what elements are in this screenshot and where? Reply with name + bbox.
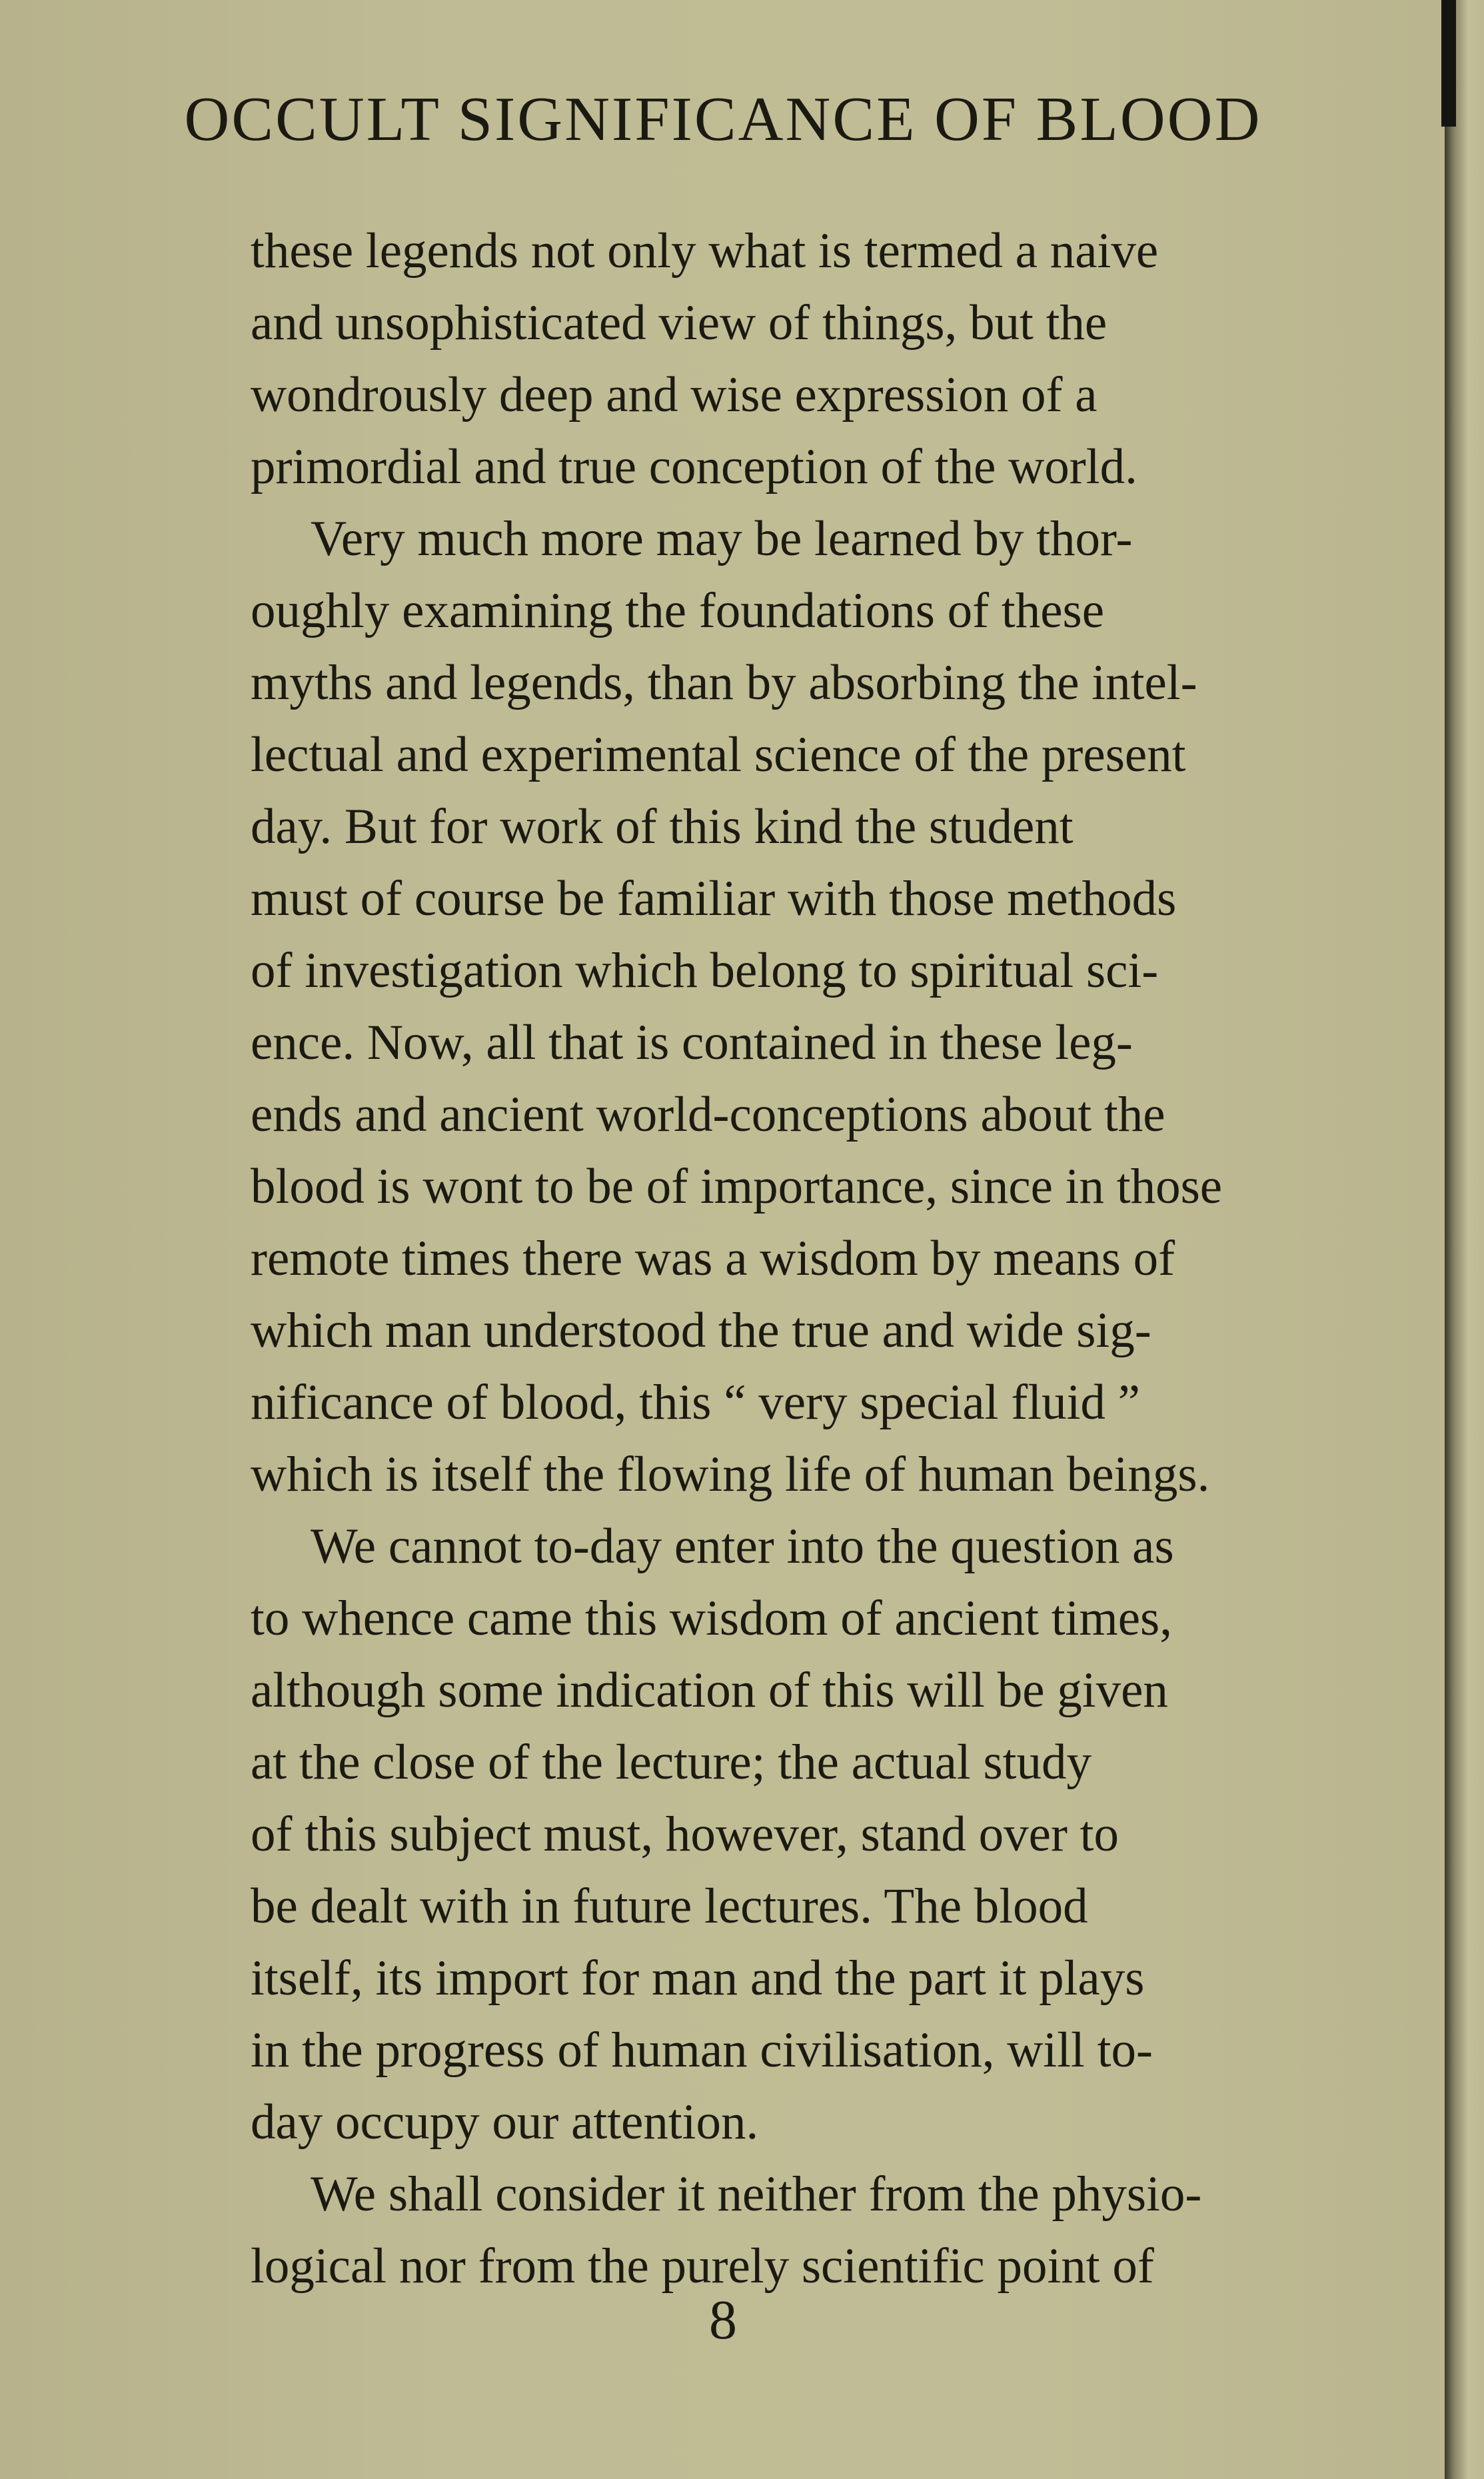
- text-line: be dealt with in future lectures. The blood: [251, 1879, 1088, 1934]
- text-line: oughly examining the foundations of these: [251, 583, 1105, 638]
- text-line: Very much more may be learned by thor-: [311, 511, 1133, 566]
- text-line: must of course be familiar with those methods: [251, 871, 1177, 926]
- text-line: day. But for work of this kind the student: [251, 799, 1074, 854]
- text-line: to whence came this wisdom of ancient times,: [251, 1591, 1172, 1646]
- text-line: ends and ancient world-conceptions about the: [251, 1087, 1165, 1142]
- text-line: in the progress of human civilisation, will to-: [251, 2023, 1153, 2078]
- text-line: logical nor from the purely scientific point of: [251, 2238, 1154, 2294]
- text-line: of investigation which belong to spiritual sci-: [251, 943, 1159, 998]
- text-line: which is itself the flowing life of human beings.: [251, 1447, 1210, 1502]
- text-line: which man understood the true and wide sig-: [251, 1303, 1151, 1358]
- text-line: primordial and true conception of the world.: [251, 439, 1137, 494]
- running-head: OCCULT SIGNIFICANCE OF BLOOD: [184, 85, 1262, 154]
- text-line: at the close of the lecture; the actual study: [251, 1735, 1092, 1790]
- text-line: We cannot to-day enter into the question as: [311, 1519, 1174, 1574]
- body-text: [251, 215, 1457, 2302]
- text-line: day occupy our attention.: [251, 2094, 759, 2150]
- text-line: remote times there was a wisdom by means of: [251, 1231, 1175, 1286]
- text-line: and unsophisticated view of things, but the: [251, 295, 1108, 351]
- text-line: itself, its import for man and the part it plays: [251, 1951, 1145, 2006]
- text-line: of this subject must, however, stand over to: [251, 1807, 1119, 1862]
- text-line: ence. Now, all that is contained in these leg-: [251, 1015, 1133, 1070]
- text-line: We shall consider it neither from the physio-: [311, 2166, 1202, 2222]
- text-line: wondrously deep and wise expression of a: [251, 367, 1098, 422]
- page-number: 8: [709, 2289, 737, 2351]
- text-line: blood is wont to be of importance, since in those: [251, 1159, 1223, 1214]
- text-line: nificance of blood, this “ very special fluid ”: [251, 1375, 1140, 1430]
- text-line: myths and legends, than by absorbing the intel-: [251, 655, 1197, 710]
- text-line: lectual and experimental science of the present: [251, 727, 1186, 782]
- text-line: these legends not only what is termed a naive: [251, 223, 1159, 279]
- text-line: although some indication of this will be given: [251, 1663, 1168, 1718]
